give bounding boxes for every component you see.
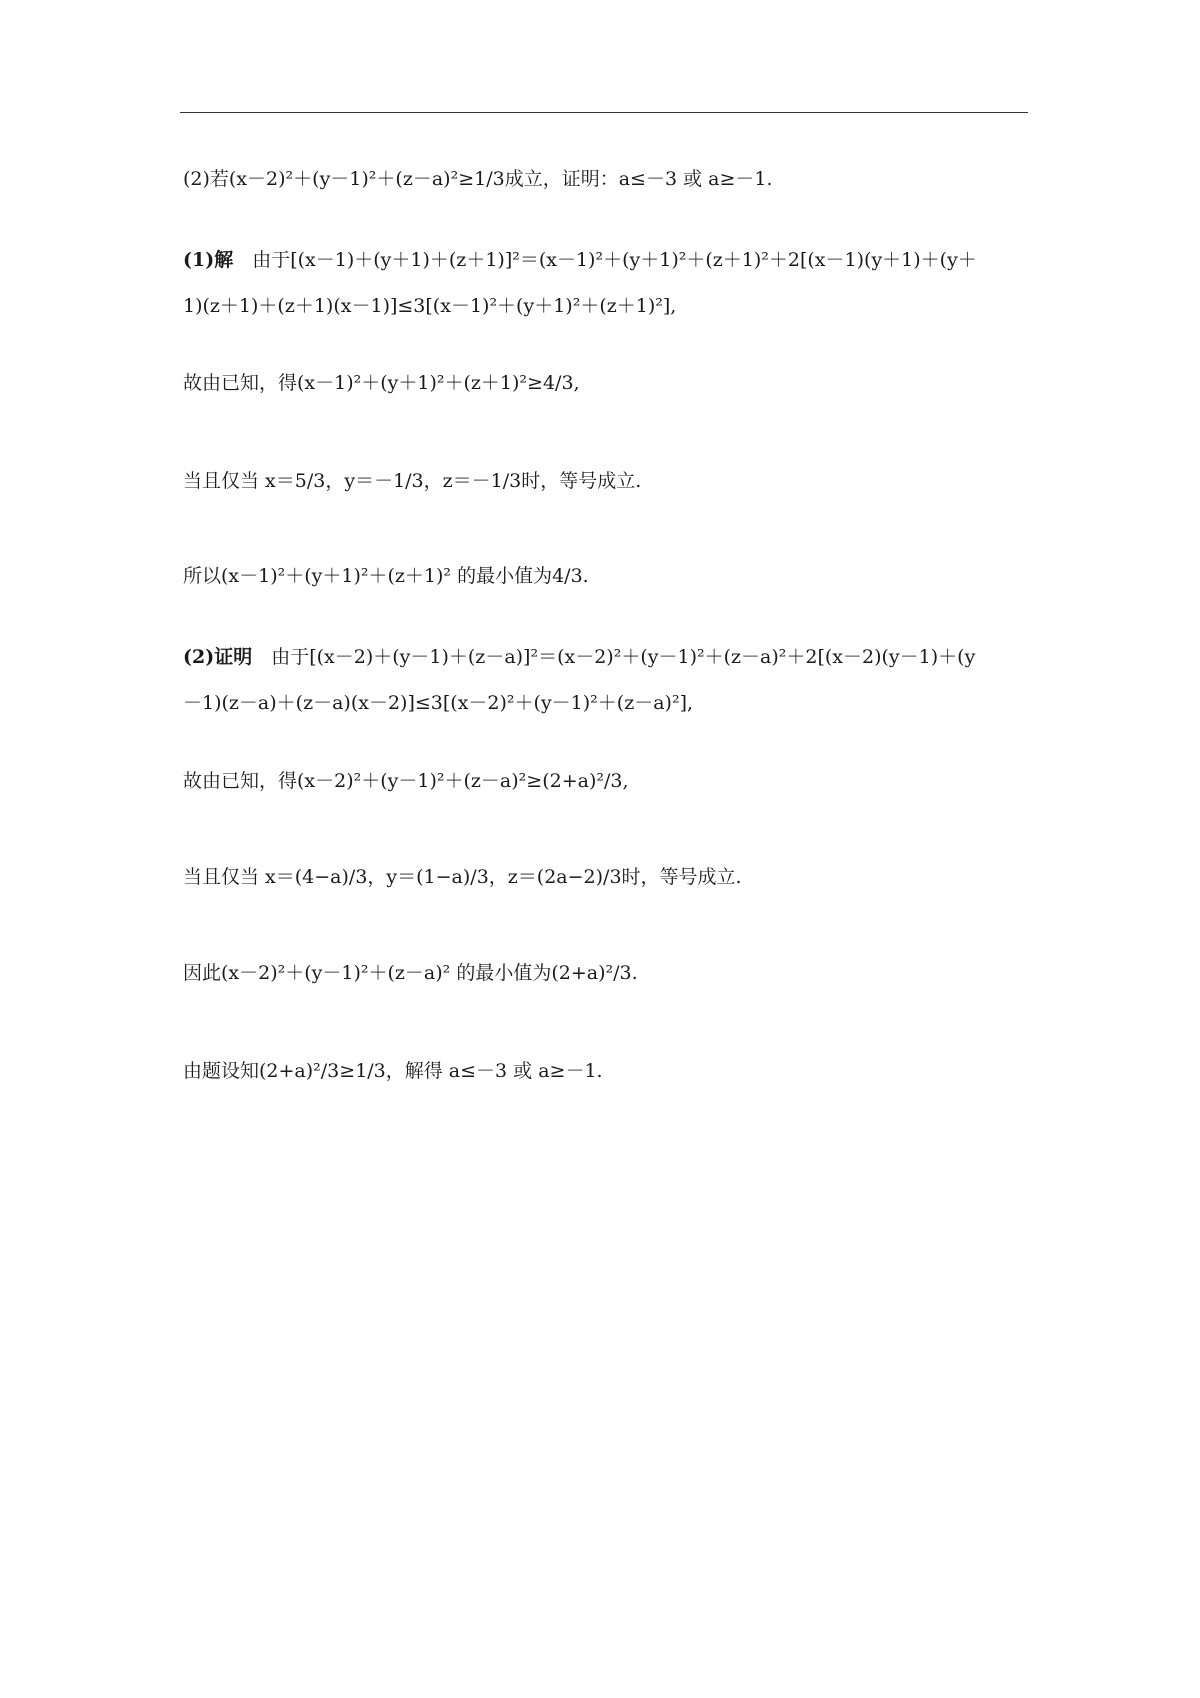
problem-2-statement: (2)若(x－2)²＋(y－1)²＋(z－a)²≥1/3成立，证明：a≤－3 或 a≥－1. bbox=[183, 168, 773, 190]
proof-2-line-2: －1)(z－a)＋(z－a)(x－2)]≤3[(x－2)²＋(y－1)²＋(z－a)²], bbox=[183, 692, 694, 714]
proof-2-line-3: 故由已知，得(x－2)²＋(y－1)²＋(z－a)²≥(2+a)²/3, bbox=[183, 770, 629, 792]
proof-2-line-5: 因此(x－2)²＋(y－1)²＋(z－a)² 的最小值为(2+a)²/3. bbox=[183, 962, 638, 984]
solution-1-line-1: (1)解 由于[(x－1)＋(y＋1)＋(z＋1)]²＝(x－1)²＋(y＋1)²＋(z＋1)²＋2[(x－1)(y＋1)＋(y＋ bbox=[183, 249, 977, 271]
solution-1-line-2: 1)(z＋1)＋(z＋1)(x－1)]≤3[(x－1)²＋(y＋1)²＋(z＋1)²], bbox=[183, 295, 677, 317]
header-rule bbox=[180, 112, 1028, 113]
solution-1-line-3: 故由已知，得(x－1)²＋(y＋1)²＋(z＋1)²≥4/3, bbox=[183, 372, 580, 394]
proof-2-line-6: 由题设知(2+a)²/3≥1/3，解得 a≤－3 或 a≥－1. bbox=[183, 1060, 603, 1082]
proof-2-line-4: 当且仅当 x＝(4−a)/3，y＝(1−a)/3，z＝(2a−2)/3时，等号成立. bbox=[183, 866, 742, 888]
solution-1-line-4: 当且仅当 x＝5/3，y＝－1/3，z＝－1/3时，等号成立. bbox=[183, 470, 642, 492]
solution-1-line-5: 所以(x－1)²＋(y＋1)²＋(z＋1)² 的最小值为4/3. bbox=[183, 565, 589, 587]
proof-label: (2)证明 bbox=[183, 646, 253, 668]
solution-label: (1)解 bbox=[183, 249, 234, 271]
proof-2-line-1: (2)证明 由于[(x－2)＋(y－1)＋(z－a)]²＝(x－2)²＋(y－1)²＋(z－a)²＋2[(x－2)(y－1)＋(y bbox=[183, 646, 976, 668]
